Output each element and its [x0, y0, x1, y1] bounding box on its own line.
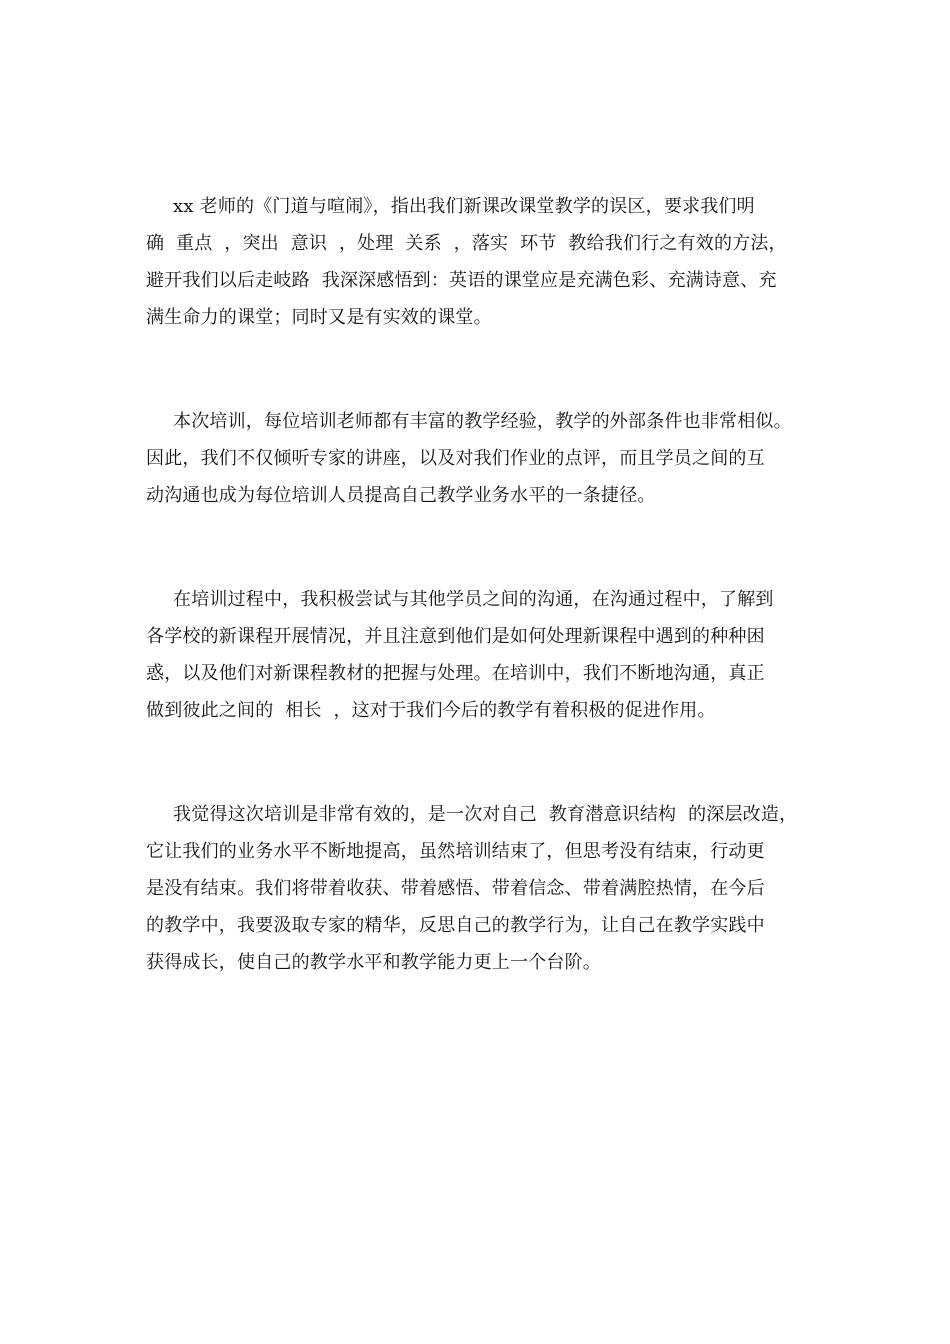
paragraph-line: 获得成长，使自己的教学水平和教学能力更上一个台阶。 — [146, 952, 601, 973]
paragraph-line: 满生命力的课堂；同时又是有实效的课堂。 — [146, 307, 492, 328]
paragraph-line: 避开我们以后走岐路 我深深感悟到：英语的课堂应是充满色彩、充满诗意、充 — [146, 270, 777, 291]
paragraph-line: xx 老师的《门道与喧闹》，指出我们新课改课堂教学的误区，要求我们明 — [173, 196, 755, 217]
paragraph-line: 因此，我们不仅倾听专家的讲座，以及对我们作业的点评，而且学员之间的互 — [146, 448, 765, 469]
paragraph-line: 的教学中，我要汲取专家的精华，反思自己的教学行为，让自己在教学实践中 — [146, 915, 765, 936]
paragraph-line: 惑，以及他们对新课程教材的把握与处理。在培训中，我们不断地沟通，真正 — [146, 663, 765, 684]
paragraph-line: 我觉得这次培训是非常有效的，是一次对自己 教育潜意识结构 的深层改造， — [173, 804, 798, 825]
paragraph-line: 确 重点 ，突出 意识 ，处理 关系 ，落实 环节 教给我们行之有效的方法， — [146, 233, 787, 254]
paragraph-line: 在培训过程中，我积极尝试与其他学员之间的沟通，在沟通过程中，了解到 — [173, 589, 774, 610]
paragraph-line: 动沟通也成为每位培训人员提高自己教学业务水平的一条捷径。 — [146, 485, 656, 506]
paragraph-line: 各学校的新课程开展情况，并且注意到他们是如何处理新课程中遇到的种种困 — [146, 626, 765, 647]
paragraph-line: 是没有结束。我们将带着收获、带着感悟、带着信念、带着满腔热情，在今后 — [146, 878, 765, 899]
paragraph-line: 本次培训，每位培训老师都有丰富的教学经验，教学的外部条件也非常相似。 — [173, 411, 792, 432]
paragraph-line: 它让我们的业务水平不断地提高，虽然培训结束了，但思考没有结束，行动更 — [146, 841, 765, 862]
paragraph-line: 做到彼此之间的 相长 ，这对于我们今后的教学有着积极的促进作用。 — [146, 700, 716, 721]
